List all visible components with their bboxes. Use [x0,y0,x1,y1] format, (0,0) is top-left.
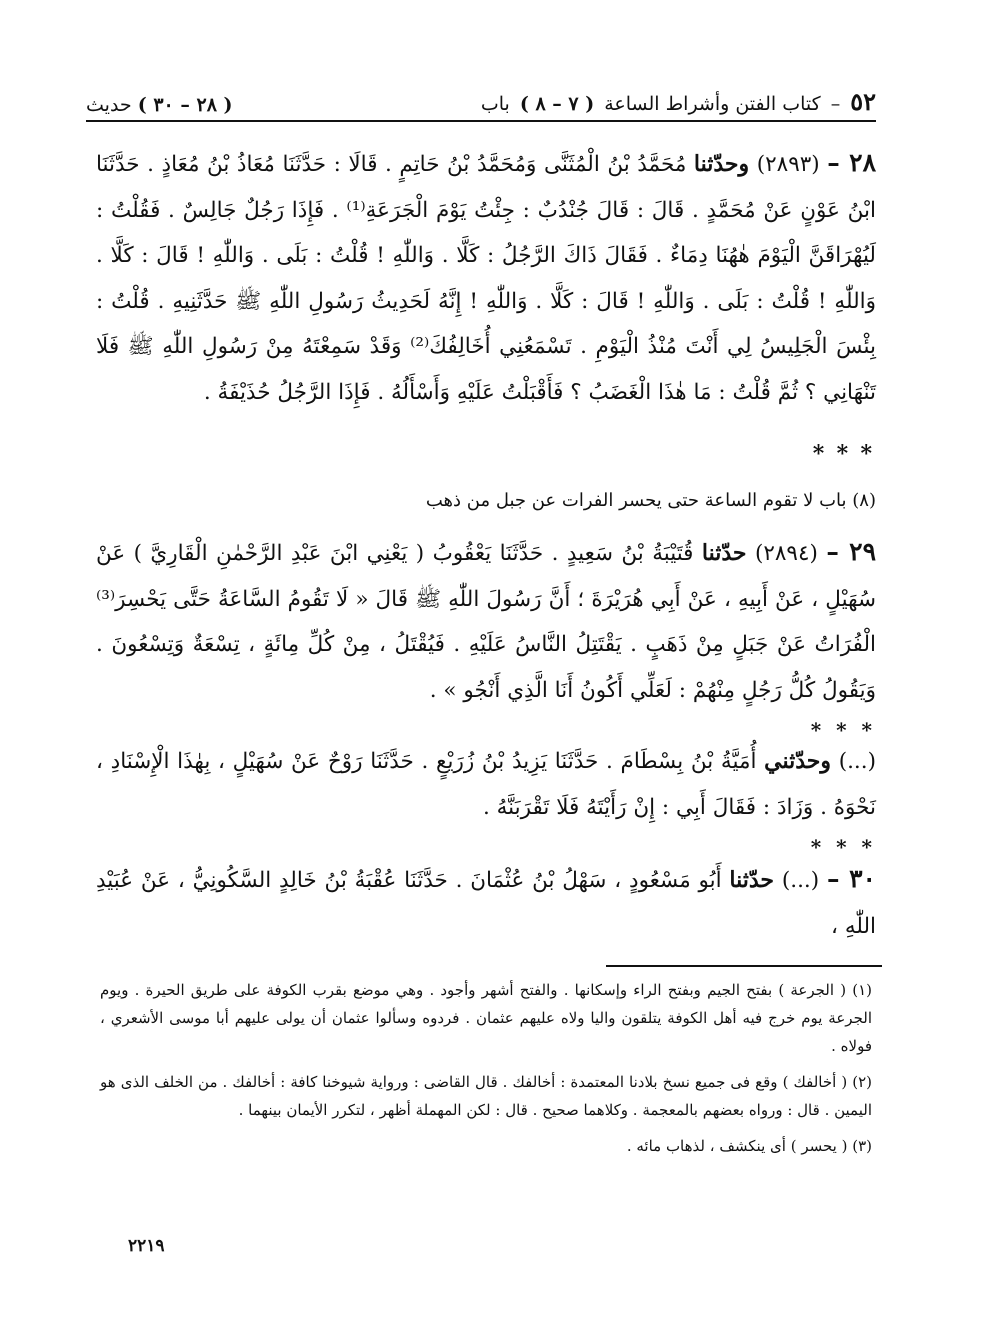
narration-opener: وحدّثني [764,748,832,774]
section-separator: * * * [810,835,876,859]
spacer [96,830,876,838]
book-title: كتاب الفتن وأشراط الساعة [604,93,821,115]
hadith-29 [96,529,876,713]
footnotes [100,976,872,1168]
footnote-3: (٣) ( يحسر ) أى ينكشف ، لذهاب مائه . [626,1137,872,1155]
hadith-number: ٣٠ – [826,864,876,893]
continuous-page-number: ٢٢١٩ [128,1236,165,1256]
narration-opener: حدّثنا [729,867,775,893]
running-header [86,80,876,122]
hadith-text: قُتَيْبَةُ بْنُ سَعِيدٍ . حَدَّثَنَا يَعْقُوبُ ( يَعْنِي ابْنَ عَبْدِ الرَّحْمٰنِ الْقَارِيَّ ) عَنْ سُهَيْلٍ ، عَنْ أَبِيهِ ، عَنْ أَبِي هُرَيْرَةَ ؛ أَنَّ رَسُولَ اللّٰهِ ﷺ قَالَ « لَا تَقُومُ السَّاعَةُ حَتَّى يَحْسِرَ⁽³⁾ الْفُرَاتُ عَنْ جَبَلٍ مِنْ ذَهَبٍ . يَقْتَتِلُ النَّاسُ عَلَيْهِ . فَيُقْتَلُ ، مِنْ كُلِّ مِائَةٍ ، تِسْعَةٌ وَتِسْعُونَ . وَيَقُولُ كُلُّ رَجُلٍ مِنْهُمْ : لَعَلِّي أَكُونُ أَنَا الَّذِي أَنْجُو » . [96,541,876,703]
footnote-2: (٢) ( أخالفك ) وقع فى جميع نسخ بلادنا المعتمدة : أخالفك . قال القاضى : ورواية شيوخنا كافة : أخالفك . من الخلف الذى هو اليمين . قال : ورواه بعضهم بالمعجمة . وكلاهما صحيح . قال : لكن المهملة أظهر ، لتكرر الأيمان بينهما . [100,1073,872,1119]
hadith-28 [96,140,876,415]
header-left-group [86,94,233,116]
hadith-29-chain [96,739,876,830]
header-dash: – [830,93,841,115]
chapter-word: باب [480,93,510,115]
general-number: (٢٨٩٤) [754,541,818,566]
hadith-text: أُمَيَّةُ بْنُ بِسْطَامَ . حَدَّثَنَا يَزِيدُ بْنُ زُرَيْعٍ . حَدَّثَنَا رَوْحٌ عَنْ سُهَيْلٍ ، بِهٰذَا الْإِسْنَادِ ، نَحْوَهُ . وَزَادَ : فَقَالَ أَبِي : إِنْ رَأَيْتَهُ فَلَا تَقْرَبَنَّهُ . [96,749,876,820]
chapter-range: ( ٧ – ٨ ) [519,93,595,115]
hadith-number: ٢٨ – [827,148,876,177]
general-number: (...) [838,749,876,774]
footnote-1: (١) ( الجرعة ) بفتح الجيم وبفتح الراء وإسكانها . والفتح أشهر وأجود . وهي موضع بقرب الكوفة على طريق الحيرة . ويوم الجرعة يوم خرج فيه أهل الكوفة يتلقون واليا ولاه عليهم عثمان . فردوه وسألوا عثمان أن يولى عليهم أبا موسى الأشعري ، فولاه . [100,981,873,1055]
hadith-word: حديث [86,94,132,116]
narration-opener: وحدّثنا [693,151,750,177]
hadith-text: أَبُو مَسْعُودٍ ، سَهْلُ بْنُ عُثْمَانَ . حَدَّثَنَا عُقْبَةُ بْنُ خَالِدٍ السَّكُونِيُّ ، عَنْ عُبَيْدِ اللّٰهِ ، [96,868,876,939]
section-separator: * * * [812,441,876,467]
hadith-range: ( ٢٨ – ٣٠ ) [137,94,233,116]
narration-opener: حدّثنا [701,540,747,566]
general-number: (...) [781,868,820,893]
hadith-text: مُحَمَّدُ بْنُ الْمُثَنَّى وَمُحَمَّدُ بْنُ حَاتِمٍ . قَالَا : حَدَّثَنَا مُعَاذُ بْنُ مُعَاذٍ . حَدَّثَنَا ابْنُ عَوْنٍ عَنْ مُحَمَّدٍ . قَالَ : قَالَ جُنْدُبٌ : جِئْتُ يَوْمَ الْجَرَعَةِ⁽¹⁾ . فَإِذَا رَجُلٌ جَالِسٌ . فَقُلْتُ : لَيُهْرَاقَنَّ الْيَوْمَ هٰهُنَا دِمَاءٌ . فَقَالَ ذَاكَ الرَّجُلُ : كَلَّا . وَاللّٰهِ ! قُلْتُ : بَلَى . وَاللّٰهِ ! قَالَ : كَلَّا . وَاللّٰهِ ! قُلْتُ : بَلَى . وَاللّٰهِ ! قَالَ : كَلَّا . وَاللّٰهِ ! إِنَّهُ لَحَدِيثُ رَسُولِ اللّٰهِ ﷺ حَدَّثَنِيهِ . قُلْتُ : بِئْسَ الْجَلِيسُ لِي أَنْتَ مُنْذُ الْيَوْمِ . تَسْمَعُنِي أُخَالِفُكَ⁽²⁾ وَقَدْ سَمِعْتَهُ مِنْ رَسُولِ اللّٰهِ ﷺ فَلَا تَنْهَانِي ؟ ثُمَّ قُلْتُ : مَا هٰذَا الْغَضَبُ ؟ فَأَقْبَلْتُ عَلَيْهِ وَأَسْأَلُهُ . فَإِذَا الرَّجُلُ حُذَيْفَةُ . [96,152,876,405]
main-text [96,140,876,949]
page-number: ٥٢ [850,87,876,116]
hadith-30 [96,856,876,949]
spacer [96,713,876,721]
header-right-group [481,87,876,116]
general-number: (٢٨٩٣) [756,152,820,177]
footnote-rule [606,965,882,967]
chapter-title: (٨) باب لا تقوم الساعة حتى يحسر الفرات عن جبل من ذهب [425,490,876,511]
section-separator: * * * [810,718,876,742]
hadith-number: ٢٩ – [826,537,876,566]
